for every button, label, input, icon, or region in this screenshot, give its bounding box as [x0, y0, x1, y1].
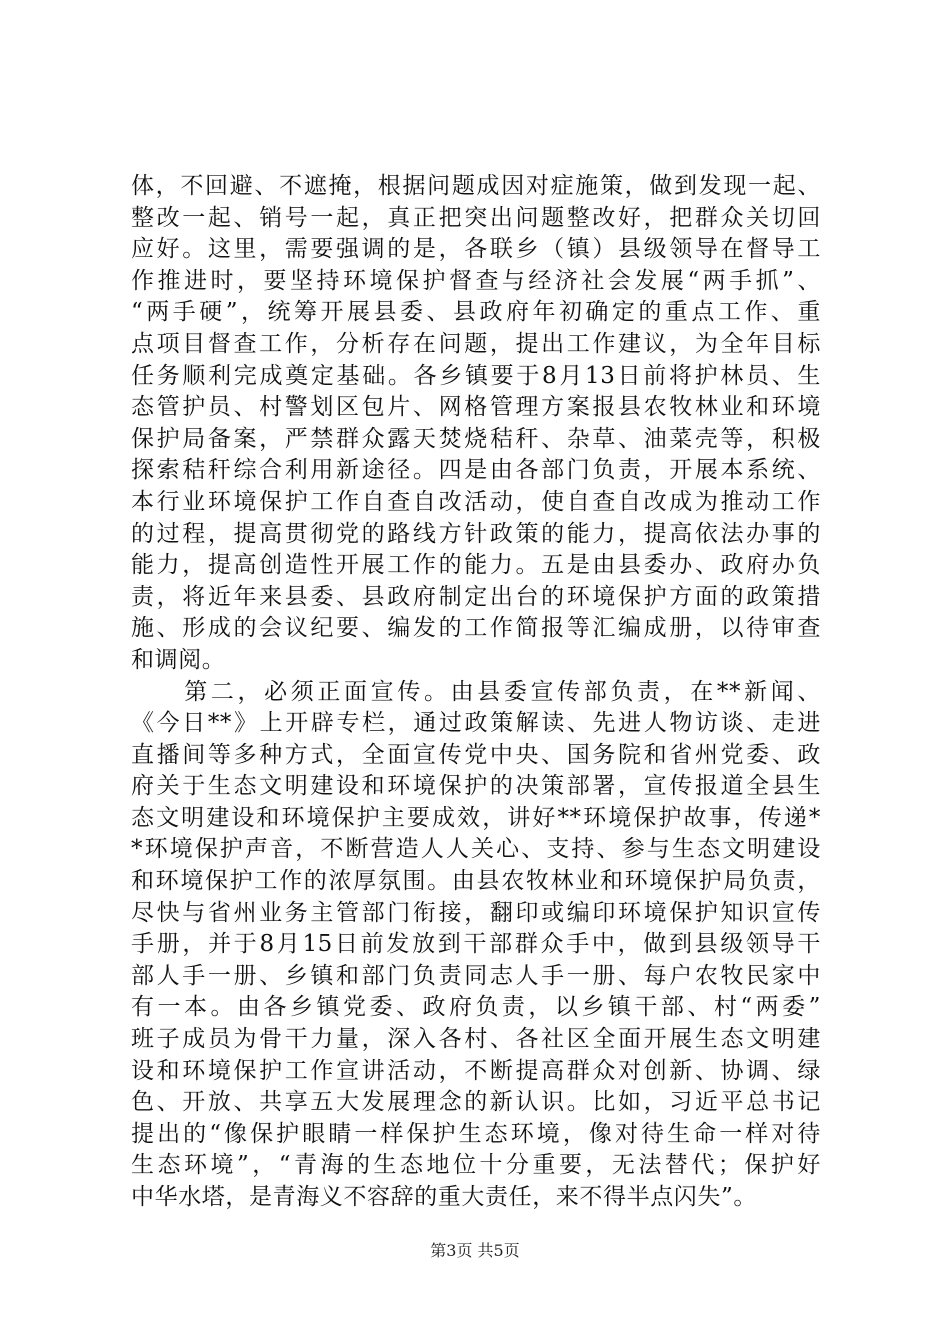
text-line: *环境保护声音，不断营造人人关心、支持、参与生态文明建设	[131, 836, 821, 863]
text-line: 部人手一册、乡镇和部门负责同志人手一册、每户农牧民家中	[131, 962, 821, 989]
text-line: 色、开放、共享五大发展理念的新认识。比如，习近平总书记	[131, 1089, 821, 1116]
text-line: 手册，并于8月15日前发放到干部群众手中，做到县级领导干	[131, 931, 821, 958]
text-line: 和环境保护工作的浓厚氛围。由县农牧林业和环境保护局负责，	[131, 868, 821, 895]
text-line: 点项目督查工作，分析存在问题，提出工作建议，为全年目标	[131, 330, 821, 357]
text-line: 施、形成的会议纪要、编发的工作简报等汇编成册，以待审查	[131, 615, 821, 642]
text-line: 能力，提高创造性开展工作的能力。五是由县委办、政府办负	[131, 552, 821, 579]
text-line: 保护局备案，严禁群众露天焚烧秸秆、杂草、油菜壳等，积极	[131, 425, 821, 452]
text-line: 探索秸秆综合利用新途径。四是由各部门负责，开展本系统、	[131, 457, 821, 484]
text-line: 和调阅。	[131, 646, 226, 673]
text-line: 尽快与省州业务主管部门衔接，翻印或编印环境保护知识宣传	[131, 899, 821, 926]
text-line: 态文明建设和环境保护主要成效，讲好**环境保护故事，传递*	[131, 804, 821, 831]
text-line: 体，不回避、不遮掩，根据问题成因对症施策，做到发现一起、	[131, 173, 821, 199]
text-line: 设和环境保护工作宣讲活动，不断提高群众对创新、协调、绿	[131, 1057, 821, 1084]
text-line: 班子成员为骨干力量，深入各村、各社区全面开展生态文明建	[131, 1026, 821, 1053]
text-line: 本行业环境保护工作自查自改活动，使自查自改成为推动工作	[131, 488, 821, 515]
text-line: 态管护员、村警划区包片、网格管理方案报县农牧林业和环境	[131, 394, 821, 421]
text-line: 任务顺利完成奠定基础。各乡镇要于8月13日前将护林员、生	[131, 362, 821, 389]
text-line: 直播间等多种方式，全面宣传党中央、国务院和省州党委、政	[131, 741, 821, 768]
text-line: “两手硬”，统筹开展县委、县政府年初确定的重点工作、重	[131, 299, 821, 326]
text-line: 第二，必须正面宣传。由县委宣传部负责，在**新闻、	[131, 678, 821, 705]
text-line: 责，将近年来县委、县政府制定出台的环境保护方面的政策措	[131, 583, 821, 610]
text-line: 整改一起、销号一起，真正把突出问题整改好，把群众关切回	[131, 204, 821, 231]
text-line: 《今日**》上开辟专栏，通过政策解读、先进人物访谈、走进	[131, 710, 821, 737]
text-line: 应好。这里，需要强调的是，各联乡（镇）县级领导在督导工	[131, 236, 821, 263]
text-line: 府关于生态文明建设和环境保护的决策部署，宣传报道全县生	[131, 773, 821, 800]
text-line: 作推进时，要坚持环境保护督查与经济社会发展“两手抓”、	[131, 267, 821, 294]
text-line: 提出的“像保护眼睛一样保护生态环境，像对待生命一样对待	[131, 1120, 821, 1147]
text-line: 有一本。由各乡镇党委、政府负责，以乡镇干部、村“两委”	[131, 994, 821, 1021]
text-line: 生态环境”，“青海的生态地位十分重要，无法替代；保护好	[131, 1152, 821, 1179]
page-footer: 第3页 共5页	[430, 1241, 520, 1260]
body-text	[131, 171, 821, 1214]
text-line: 中华水塔，是青海义不容辞的重大责任，来不得半点闪失”。	[131, 1184, 757, 1210]
text-line: 的过程，提高贯彻党的路线方针政策的能力，提高依法办事的	[131, 520, 821, 547]
